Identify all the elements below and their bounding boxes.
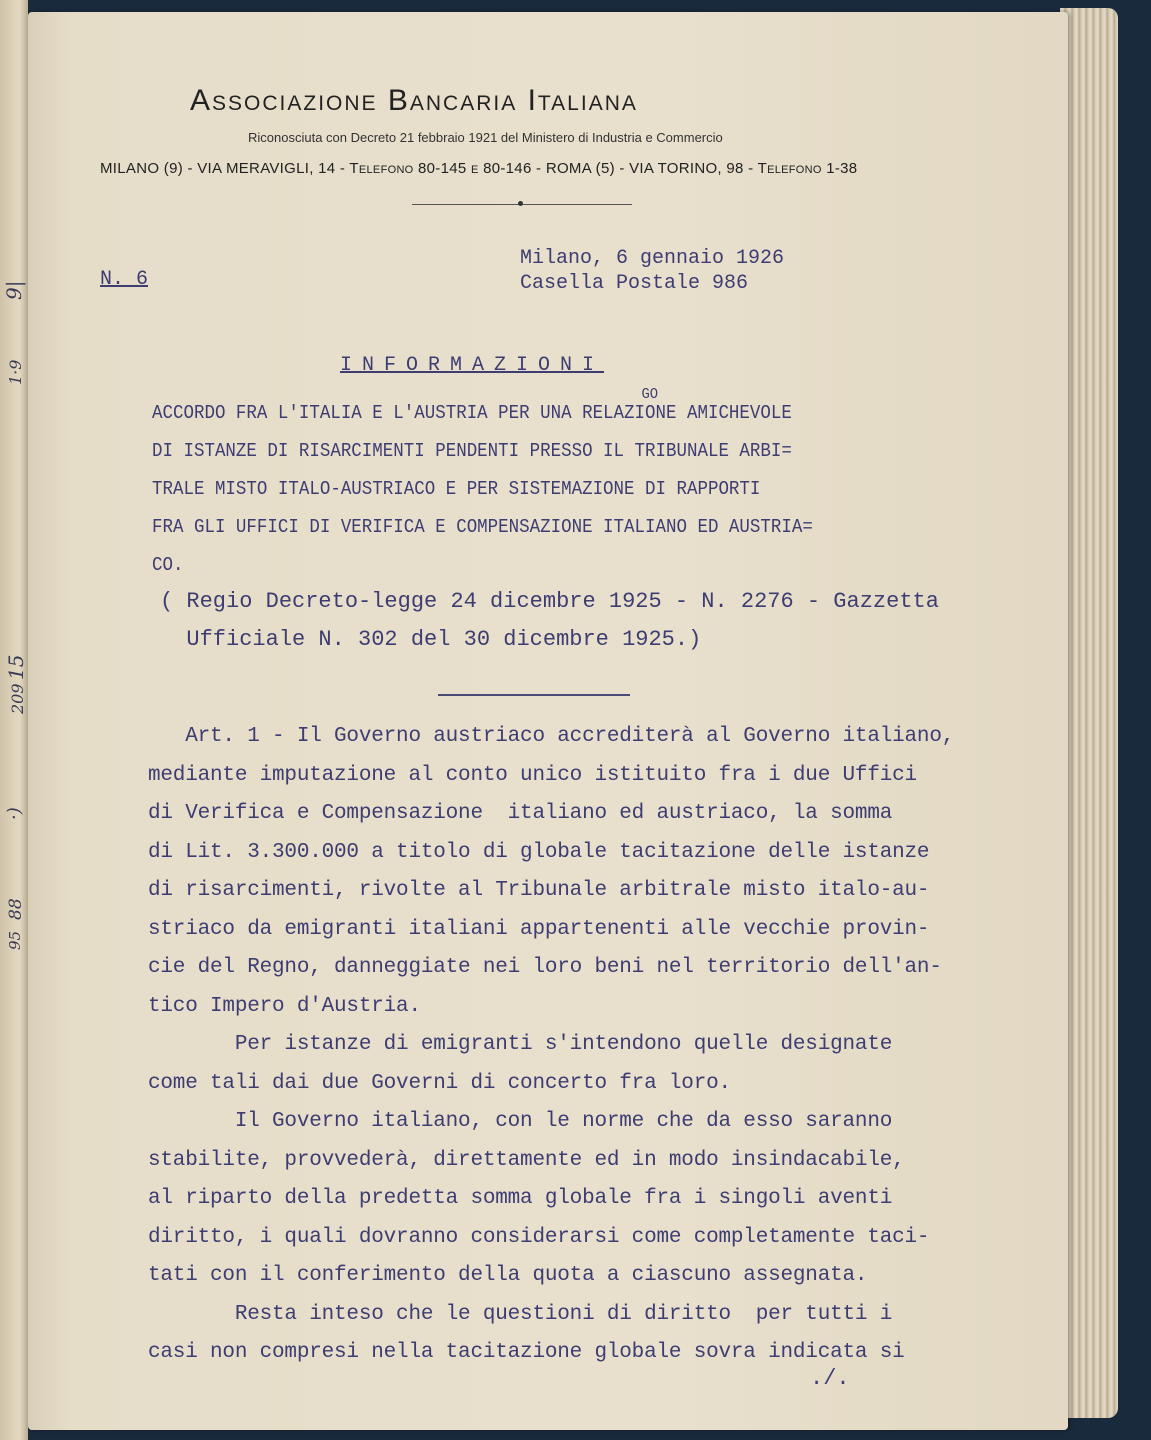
- body-line: stabilite, provvederà, direttamente ed in modo insindacabile,: [148, 1148, 905, 1172]
- margin-note: 15: [4, 654, 28, 680]
- body-line: Il Governo italiano, con le norme che da esso saranno: [148, 1110, 893, 1133]
- margin-note: 209: [8, 683, 27, 714]
- section-heading: INFORMAZIONI: [340, 354, 605, 377]
- body-line: casi non compresi nella tacitazione globale sovra indicata si: [148, 1341, 905, 1364]
- body-line: al riparto della predetta somma globale fra i singoli aventi: [148, 1187, 893, 1210]
- decree-reference: [160, 583, 939, 659]
- subject-line: ACCORDO FRA L'ITALIA E L'AUSTRIA PER UNA RELAZIONE AMICHEVOLE: [152, 402, 792, 424]
- subject-block: [152, 386, 813, 584]
- subject-line: FRA GLI UFFICI DI VERIFICA E COMPENSAZIONE ITALIANO ED AUSTRIA=: [152, 516, 813, 538]
- body-line: Art. 1 - Il Governo austriaco accrediterà al Governo italiano,: [148, 725, 955, 748]
- body-line: tati con il conferimento della quota a ciascuno assegnata.: [148, 1264, 868, 1287]
- margin-note: 95: [6, 930, 24, 950]
- body-line: Per istanze di emigranti s'intendono quelle designate: [148, 1033, 893, 1056]
- margin-note: 88: [6, 898, 26, 920]
- handwritten-correction: GO: [641, 386, 659, 403]
- place-date-block: [520, 246, 784, 296]
- article-body: [148, 718, 954, 1373]
- decree-line: Ufficiale N. 302 del 30 dicembre 1925.): [160, 627, 702, 652]
- facing-page-edge: [0, 0, 28, 1440]
- body-line: striaco da emigranti italiani appartenenti alle vecchie provin-: [148, 917, 930, 941]
- letterhead-name: Associazione Bancaria Italiana: [190, 84, 638, 117]
- subject-line: CO.: [152, 554, 184, 576]
- section-divider: [438, 694, 630, 696]
- postal-box: Casella Postale 986: [520, 272, 749, 295]
- letterhead-divider-dot: [518, 201, 523, 206]
- margin-note: ·): [4, 807, 25, 820]
- stacked-page-edges: [1060, 8, 1118, 1418]
- body-line: Resta inteso che le questioni di diritto per tutti i: [148, 1302, 893, 1326]
- background: [1118, 0, 1151, 1440]
- margin-note: 1·9: [6, 359, 25, 385]
- decree-line: ( Regio Decreto-legge 24 dicembre 1925 - N. 2276 - Gazzetta: [160, 589, 939, 614]
- body-line: diritto, i quali dovranno considerarsi come completamente taci-: [148, 1225, 930, 1249]
- reference-number: N. 6: [100, 268, 149, 291]
- body-line: tico Impero d'Austria.: [148, 994, 421, 1018]
- body-line: di Lit. 3.300.000 a titolo di globale tacitazione delle istanze: [148, 840, 930, 864]
- subject-line: TRALE MISTO ITALO-AUSTRIACO E PER SISTEMAZIONE DI RAPPORTI: [152, 478, 761, 500]
- body-line: come tali dai due Governi di concerto fra loro.: [148, 1071, 731, 1095]
- margin-note: 9|: [2, 280, 26, 300]
- letterhead-subtitle: Riconosciuta con Decreto 21 febbraio 1921 del Ministero di Industria e Commercio: [248, 130, 723, 145]
- body-line: di Verifica e Compensazione italiano ed austriaco, la somma: [148, 802, 893, 825]
- subject-line: DI ISTANZE DI RISARCIMENTI PENDENTI PRESSO IL TRIBUNALE ARBI=: [152, 440, 792, 462]
- body-line: mediante imputazione al conto unico istituito fra i due Uffici: [148, 763, 917, 787]
- body-line: cie del Regno, danneggiate nei loro beni nel territorio dell'an-: [148, 956, 942, 979]
- page-continuation-mark: ./.: [810, 1366, 850, 1391]
- letterhead-address: MILANO (9) - VIA MERAVIGLI, 14 - Telefono 80-145 e 80-146 - ROMA (5) - VIA TORINO, 98 - Telefono 1-38: [100, 160, 858, 177]
- place-date: Milano, 6 gennaio 1926: [520, 247, 785, 270]
- body-line: di risarcimenti, rivolte al Tribunale arbitrale misto italo-au-: [148, 879, 930, 902]
